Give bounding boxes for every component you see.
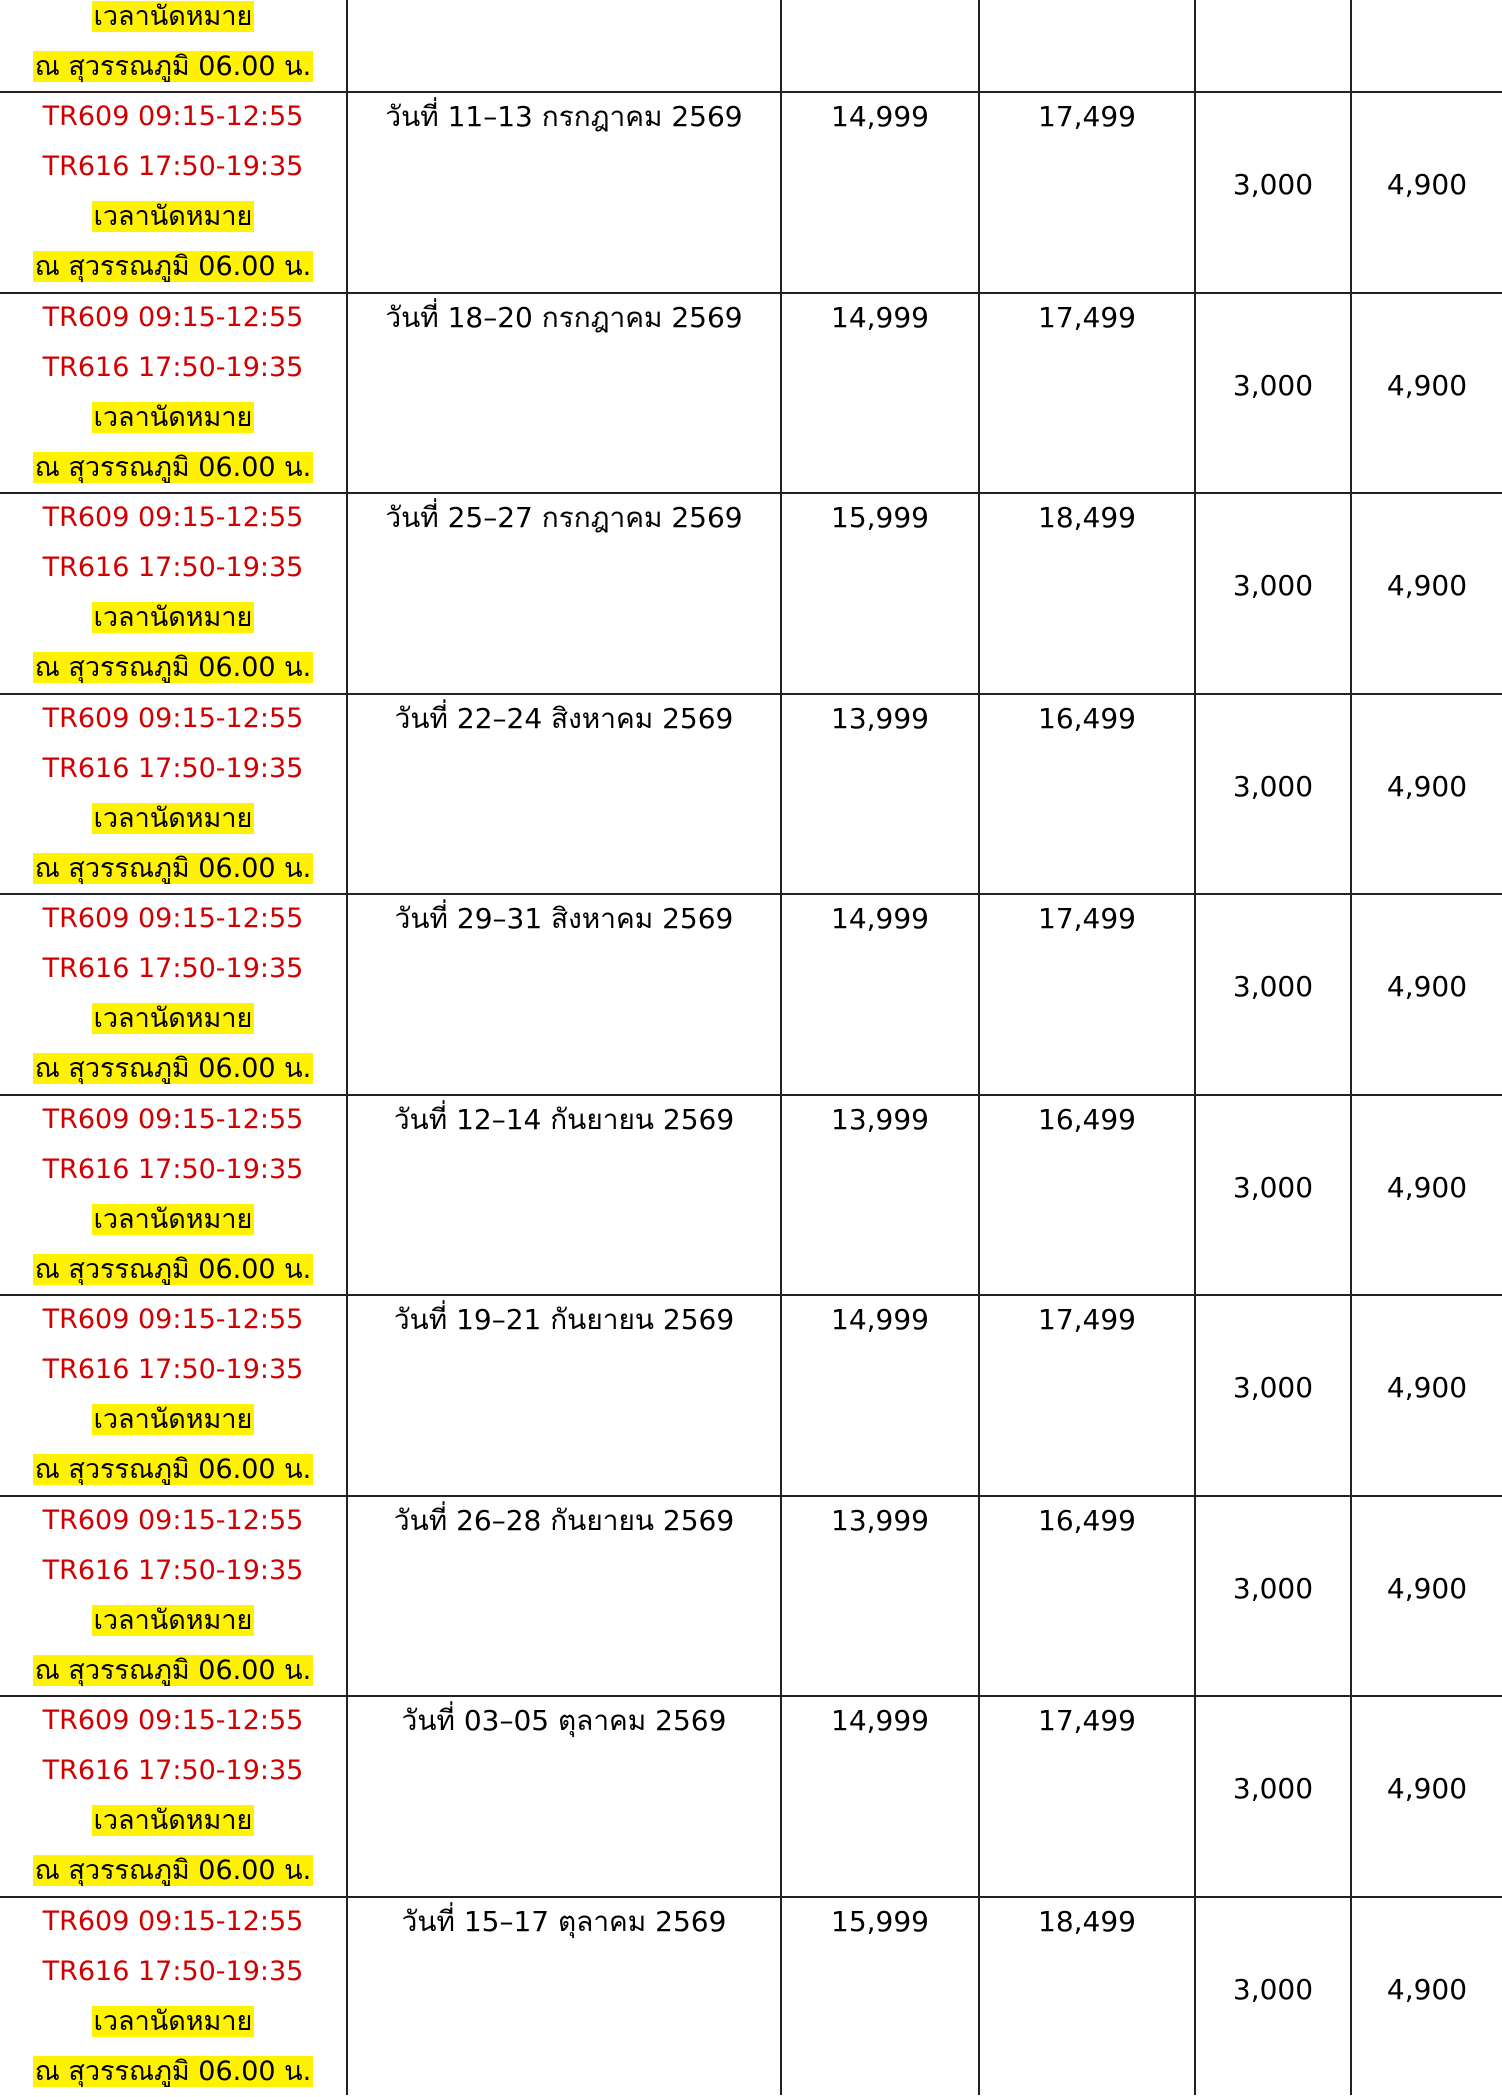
- table-row: [0, 1696, 1502, 1896]
- price-a: 14,999: [831, 902, 929, 935]
- outbound-flight: TR609 09:15-12:55: [42, 1504, 304, 1536]
- price-c: 3,000: [1232, 1170, 1314, 1204]
- travel-dates: วันที่ 12–14 กันยายน 2569: [393, 1102, 735, 1136]
- meeting-label: เวลานัดหมาย: [93, 1, 253, 32]
- price-a: 14,999: [831, 100, 929, 133]
- price-d: 4,900: [1386, 1972, 1468, 2006]
- price-c: 3,000: [1232, 769, 1314, 803]
- price-d: 4,900: [1386, 368, 1468, 402]
- price-b: 16,499: [1038, 1102, 1136, 1136]
- price-b: 16,499: [1038, 1503, 1136, 1537]
- price-d: 4,900: [1386, 168, 1468, 201]
- return-flight: TR616 17:50-19:35: [42, 151, 304, 182]
- price-b: 17,499: [1038, 1303, 1136, 1336]
- return-flight: TR616 17:50-19:35: [42, 1955, 304, 1987]
- meeting-label: เวลานัดหมาย: [93, 1203, 253, 1235]
- outbound-flight: TR609 09:15-12:55: [42, 1103, 304, 1135]
- meeting-place: ณ สุวรรณภูมิ 06.00 น.: [34, 1454, 312, 1485]
- travel-dates: วันที่ 18–20 กรกฎาคม 2569: [385, 300, 743, 334]
- meeting-label: เวลานัดหมาย: [93, 1404, 253, 1435]
- travel-dates: วันที่ 29–31 สิงหาคม 2569: [394, 902, 734, 935]
- outbound-flight: TR609 09:15-12:55: [42, 301, 304, 333]
- price-b: 17,499: [1038, 1704, 1136, 1737]
- price-a: 14,999: [831, 1303, 929, 1336]
- meeting-place: ณ สุวรรณภูมิ 06.00 น.: [34, 2055, 312, 2087]
- meeting-place: ณ สุวรรณภูมิ 06.00 น.: [34, 652, 312, 683]
- price-c: 3,000: [1232, 569, 1314, 602]
- return-flight: TR616 17:50-19:35: [42, 1153, 304, 1185]
- travel-dates: วันที่ 25–27 กรกฎาคม 2569: [385, 501, 743, 534]
- table-row: [0, 1897, 1502, 2097]
- meeting-place: ณ สุวรรณภูมิ 06.00 น.: [34, 1654, 312, 1686]
- outbound-flight: TR609 09:15-12:55: [42, 903, 304, 934]
- meeting-label: เวลานัดหมาย: [93, 401, 253, 433]
- meeting-place: ณ สุวรรณภูมิ 06.00 น.: [34, 852, 312, 884]
- table-row: [0, 1095, 1502, 1295]
- price-a: 13,999: [831, 701, 929, 735]
- table-row: [0, 293, 1502, 493]
- return-flight: TR616 17:50-19:35: [42, 953, 304, 984]
- table-row: [0, 92, 1502, 292]
- price-b: 18,499: [1038, 501, 1136, 534]
- price-d: 4,900: [1386, 569, 1468, 602]
- price-b: 17,499: [1038, 100, 1136, 133]
- price-c: 3,000: [1232, 1772, 1314, 1805]
- price-b: 18,499: [1038, 1904, 1136, 1938]
- price-b: 17,499: [1038, 902, 1136, 935]
- price-d: 4,900: [1386, 1170, 1468, 1204]
- meeting-label: เวลานัดหมาย: [93, 1805, 253, 1836]
- meeting-label: เวลานัดหมาย: [93, 2005, 253, 2037]
- price-b: 16,499: [1038, 701, 1136, 735]
- table-row: [0, 493, 1502, 693]
- price-a: 15,999: [831, 1904, 929, 1938]
- outbound-flight: TR609 09:15-12:55: [42, 502, 304, 533]
- price-a: 15,999: [831, 501, 929, 534]
- meeting-place: ณ สุวรรณภูมิ 06.00 น.: [34, 1855, 312, 1886]
- table-row: [0, 1496, 1502, 1696]
- price-a: 14,999: [831, 300, 929, 334]
- price-d: 4,900: [1386, 970, 1468, 1003]
- outbound-flight: TR609 09:15-12:55: [42, 1705, 304, 1736]
- meeting-label: เวลานัดหมาย: [93, 802, 253, 834]
- price-d: 4,900: [1386, 1772, 1468, 1805]
- meeting-place: ณ สุวรรณภูมิ 06.00 น.: [34, 451, 312, 483]
- travel-dates: วันที่ 15–17 ตุลาคม 2569: [401, 1904, 727, 1938]
- price-a: 13,999: [831, 1102, 929, 1136]
- outbound-flight: TR609 09:15-12:55: [42, 101, 304, 132]
- travel-dates: วันที่ 26–28 กันยายน 2569: [393, 1503, 735, 1537]
- return-flight: TR616 17:50-19:35: [42, 1354, 304, 1385]
- price-c: 3,000: [1232, 368, 1314, 402]
- price-c: 3,000: [1232, 1371, 1314, 1404]
- meeting-label: เวลานัดหมาย: [93, 1003, 253, 1034]
- return-flight: TR616 17:50-19:35: [42, 552, 304, 583]
- outbound-flight: TR609 09:15-12:55: [42, 702, 304, 734]
- price-d: 4,900: [1386, 1571, 1468, 1605]
- price-d: 4,900: [1386, 769, 1468, 803]
- travel-dates: วันที่ 19–21 กันยายน 2569: [393, 1303, 735, 1336]
- price-c: 3,000: [1232, 1571, 1314, 1605]
- table-row: [0, 894, 1502, 1094]
- price-a: 13,999: [831, 1503, 929, 1537]
- return-flight: TR616 17:50-19:35: [42, 1755, 304, 1786]
- meeting-place: ณ สุวรรณภูมิ 06.00 น.: [34, 1053, 312, 1084]
- outbound-flight: TR609 09:15-12:55: [42, 1905, 304, 1937]
- meeting-label: เวลานัดหมาย: [93, 1604, 253, 1636]
- travel-dates: วันที่ 03–05 ตุลาคม 2569: [401, 1704, 727, 1737]
- meeting-place: ณ สุวรรณภูมิ 06.00 น.: [34, 251, 312, 282]
- meeting-label: เวลานัดหมาย: [93, 602, 253, 633]
- table-row: [0, 1295, 1502, 1495]
- price-c: 3,000: [1232, 168, 1314, 201]
- travel-dates: วันที่ 22–24 สิงหาคม 2569: [394, 701, 734, 735]
- return-flight: TR616 17:50-19:35: [42, 351, 304, 383]
- meeting-place: ณ สุวรรณภูมิ 06.00 น.: [34, 51, 312, 82]
- price-b: 17,499: [1038, 300, 1136, 334]
- price-c: 3,000: [1232, 1972, 1314, 2006]
- return-flight: TR616 17:50-19:35: [42, 752, 304, 784]
- travel-dates: วันที่ 11–13 กรกฎาคม 2569: [385, 100, 743, 133]
- outbound-flight: TR609 09:15-12:55: [42, 1304, 304, 1335]
- partial-table-row: [0, 0, 1502, 92]
- price-a: 14,999: [831, 1704, 929, 1737]
- meeting-label: เวลานัดหมาย: [93, 201, 253, 232]
- return-flight: TR616 17:50-19:35: [42, 1554, 304, 1586]
- table-row: [0, 694, 1502, 894]
- price-c: 3,000: [1232, 970, 1314, 1003]
- price-d: 4,900: [1386, 1371, 1468, 1404]
- meeting-place: ณ สุวรรณภูมิ 06.00 น.: [34, 1253, 312, 1285]
